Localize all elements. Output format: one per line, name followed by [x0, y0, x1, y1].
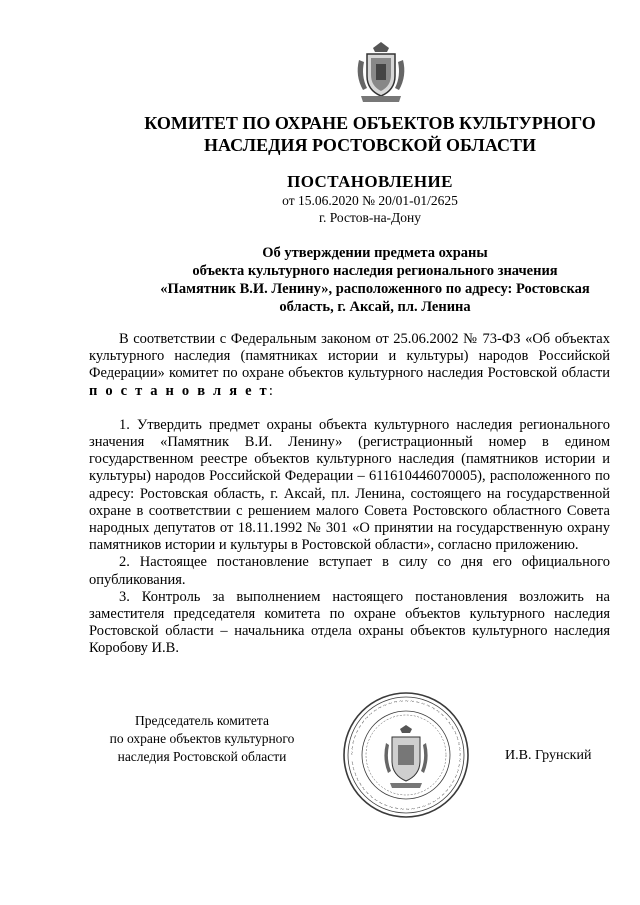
official-seal-icon — [336, 685, 476, 825]
subject-line-3: «Памятник В.И. Ленину», расположенного по адресу: Ростовская — [160, 281, 590, 297]
preamble-paragraph — [89, 331, 610, 400]
item-2-paragraph: 2. Настоящее постановление вступает в силу со дня его официального опубликования. — [89, 554, 610, 588]
preamble-text: В соответствии с Федеральным законом от 25.06.2002 № 73-ФЗ «Об объектах культурного наследия (памятниках истории и культуры) народов Российской Федерации» комитет по охране объектов культурного наследия Ростовской области — [89, 331, 610, 382]
subject-line-2: объекта культурного наследия регионального значения — [192, 263, 558, 279]
document-body — [89, 331, 610, 658]
organization-name — [90, 112, 640, 156]
document-meta — [260, 192, 480, 226]
position-line-2: по охране объектов культурного — [109, 731, 295, 746]
document-city: г. Ростов-на-Дону — [318, 210, 421, 225]
document-subject — [120, 244, 630, 316]
org-line-2: НАСЛЕДИЯ РОСТОВСКОЙ ОБЛАСТИ — [204, 135, 536, 155]
resolves-word: п о с т а н о в л я е т — [89, 382, 269, 399]
signatory-name: И.В. Грунский — [505, 748, 592, 763]
position-line-3: наследия Ростовской области — [117, 749, 287, 764]
document-number: от 15.06.2020 № 20/01-01/2625 — [282, 193, 458, 208]
svg-text:~~~~~~~~~~~~~~~~~~~~~~~~~~~~~~: ~~~~~~~~~~~~~~~~~~~~~~~~~~~~~~~~~~~~~~~~~~~~~~~~~~~~~~~~~~~~ — [348, 697, 464, 813]
subject-line-1: Об утверждении предмета охраны — [262, 245, 488, 261]
item-3-paragraph: 3. Контроль за выполнением настоящего постановления возложить на заместителя председателя комитета по охране объектов культурного наследия Ростовской области – начальника отдела охраны объектов культурного наследия Коробову И.В. — [89, 588, 610, 657]
resolves-colon: : — [268, 382, 273, 399]
item-1-paragraph: 1. Утвердить предмет охраны объекта культурного наследия регионального значения «Памятник В.И. Ленину» (регистрационный номер в едином государственном реестре объектов культурного наследия (памятников истории и культуры) народов Российской Федерации – 611610446070005), расположенного по адресу: Ростовская область, г. Аксай, пл. Ленина, состоящего на государственной охране в соответствии с решением малого Совета Ростовского областного Совета народных депутатов от 18.11.1992 № 301 «О принятии на государственную охрану памятников истории и культуры в Ростовской области», согласно приложению. — [89, 416, 610, 554]
signatory-position — [72, 712, 332, 766]
coat-of-arms-icon — [353, 40, 409, 106]
subject-line-4: область, г. Аксай, пл. Ленина — [279, 299, 471, 315]
org-line-1: КОМИТЕТ ПО ОХРАНЕ ОБЪЕКТОВ КУЛЬТУРНОГО — [144, 113, 596, 133]
position-line-1: Председатель комитета — [135, 713, 269, 728]
document-type: ПОСТАНОВЛЕНИЕ — [287, 172, 453, 191]
